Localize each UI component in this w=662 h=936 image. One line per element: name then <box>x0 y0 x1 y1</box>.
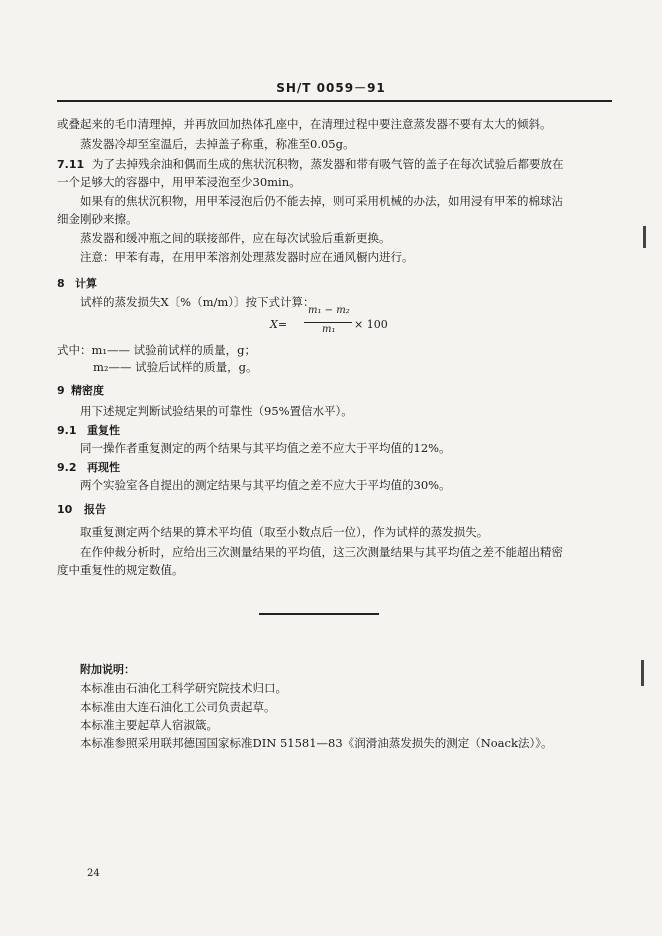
paragraph: 度中重复性的规定数值。 <box>57 563 184 577</box>
appendix-line: 本标准由石油化工科学研究院技术归口。 <box>80 681 287 695</box>
header-rule <box>57 100 612 102</box>
standard-code-header: SH/T 0059－91 <box>276 81 386 95</box>
scan-artifact <box>643 226 646 248</box>
paragraph: 同一操作者重复测定的两个结果与其平均值之差不应大于平均值的12%。 <box>80 441 451 455</box>
fraction-bar <box>304 322 352 323</box>
paragraph: 如果有的焦状沉积物，用甲苯浸泡后仍不能去掉，则可采用机械的办法，如用浸有甲苯的棉球沾 <box>80 194 563 208</box>
section-title: 再现性 <box>87 461 120 474</box>
formula-multiplier: × 100 <box>354 318 388 331</box>
section-title: 重复性 <box>87 424 120 437</box>
page-number: 24 <box>87 868 100 879</box>
section-number: 9.2 <box>57 461 77 474</box>
appendix-title: 附加说明： <box>80 663 135 676</box>
paragraph: 或叠起来的毛巾清理掉，并再放回加热体孔座中，在清理过程中要注意蒸发器不要有太大的倾斜。 <box>57 117 552 131</box>
section-title: 报告 <box>84 503 106 516</box>
note: 注意：甲苯有毒，在用甲苯溶剂处理蒸发器时应在通风橱内进行。 <box>80 250 414 264</box>
formula-lhs: X= <box>270 318 288 331</box>
section-title: 计算 <box>75 277 97 290</box>
paragraph: 蒸发器和缓冲瓶之间的联接部件，应在每次试验后重新更换。 <box>80 231 391 245</box>
section-number: 8 <box>57 277 65 290</box>
paragraph: 取重复测定两个结果的算术平均值（取至小数点后一位），作为试样的蒸发损失。 <box>80 525 489 539</box>
section-number: 9.1 <box>57 424 77 437</box>
paragraph: 试样的蒸发损失X〔%（m/m）〕按下式计算： <box>80 295 315 309</box>
paragraph: 在作仲裁分析时，应给出三次测量结果的平均值，这三次测量结果与其平均值之差不能超出精密 <box>80 545 563 559</box>
section-number: 10 <box>57 503 73 516</box>
variable-definition: 式中：m₁—— 试验前试样的质量，g； <box>57 343 257 357</box>
paragraph: 为了去掉残余油和偶而生成的焦状沉积物，蒸发器和带有吸气管的盖子在每次试验后都要放在 <box>92 157 564 171</box>
scan-artifact <box>641 660 644 686</box>
evaporation-loss-formula <box>270 305 390 345</box>
formula-numerator: m₁ − m₂ <box>308 305 350 316</box>
paragraph: 用下述规定判断试验结果的可靠性（95%置信水平）。 <box>80 404 353 418</box>
paragraph: 细金刚砂来擦。 <box>57 212 138 226</box>
appendix-line: 本标准由大连石油化工公司负责起草。 <box>80 700 276 714</box>
appendix-line: 本标准参照采用联邦德国国家标准DIN 51581—83《润滑油蒸发损失的测定（Noack法）》。 <box>80 736 553 750</box>
section-title: 精密度 <box>71 384 104 397</box>
section-number: 9 <box>57 384 65 397</box>
variable-definition: m₂—— 试验后试样的质量，g。 <box>93 360 258 374</box>
formula-denominator: m₁ <box>322 324 336 335</box>
paragraph: 一个足够大的容器中，用甲苯浸泡至少30min。 <box>57 175 301 189</box>
end-separator-line <box>259 613 379 615</box>
paragraph: 两个实验室各自提出的测定结果与其平均值之差不应大于平均值的30%。 <box>80 478 451 492</box>
section-number: 7.11 <box>57 158 85 171</box>
paragraph: 蒸发器冷却至室温后，去掉盖子称重，称准至0.05g。 <box>80 137 355 151</box>
appendix-line: 本标准主要起草人宿淑箴。 <box>80 718 218 732</box>
